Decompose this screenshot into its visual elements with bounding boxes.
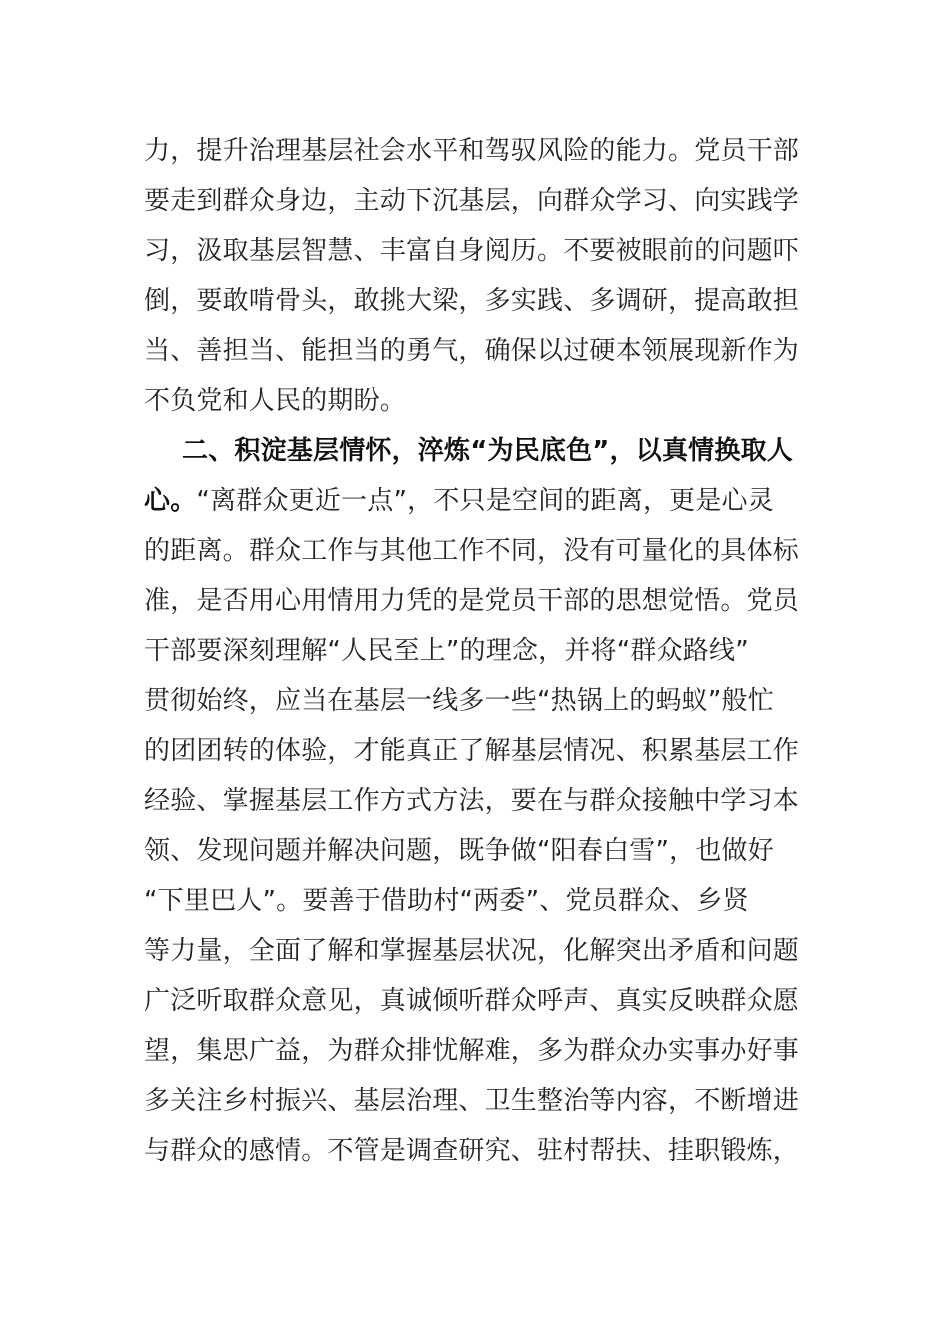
text-line: 的距离。群众工作与其他工作不同，没有可量化的具体标 (144, 536, 800, 566)
section-heading-end: 心。 (144, 486, 197, 516)
text-line: 当、善担当、能担当的勇气，确保以过硬本领展现新作为 (144, 336, 800, 366)
text-line: 不负党和人民的期盼。 (144, 386, 407, 416)
text-line: 的团团转的体验，才能真正了解基层情况、积累基层工作 (144, 736, 800, 766)
document-body (144, 126, 824, 1176)
text-line: “下里巴人”。要善于借助村“两委”、党员群众、乡贤 (144, 886, 749, 916)
text-line: 倒，要敢啃骨头，敢挑大梁，多实践、多调研，提高敢担 (144, 286, 800, 316)
text-line: 等力量，全面了解和掌握基层状况，化解突出矛盾和问题 (144, 936, 800, 966)
text-line: 多关注乡村振兴、基层治理、卫生整治等内容，不断增进 (144, 1086, 800, 1116)
text-line (144, 476, 824, 526)
text-line: 望，集思广益，为群众排忧解难，多为群众办实事办好事 (144, 1036, 800, 1066)
text-line: 领、发现问题并解决问题，既争做“阳春白雪”，也做好 (144, 836, 774, 866)
text-line: 广泛听取群众意见，真诚倾听群众呼声、真实反映群众愿 (144, 986, 800, 1016)
text-line: 准，是否用心用情用力凭的是党员干部的思想觉悟。党员 (144, 586, 800, 616)
paragraph-start: “离群众更近一点”，不只是空间的距离，更是心灵 (196, 486, 774, 516)
text-line: 要走到群众身边，主动下沉基层，向群众学习、向实践学 (144, 186, 800, 216)
text-line: 与群众的感情。不管是调查研究、驻村帮扶、挂职锻炼， (144, 1136, 800, 1166)
text-line: 贯彻始终，应当在基层一线多一些“热锅上的蚂蚁”般忙 (144, 686, 774, 716)
section-heading: 二、积淀基层情怀，淬炼“为民底色”，以真情换取人 (182, 436, 793, 466)
text-line: 干部要深刻理解“人民至上”的理念，并将“群众路线” (144, 636, 749, 666)
text-line: 经验、掌握基层工作方式方法，要在与群众接触中学习本 (144, 786, 800, 816)
text-line: 力，提升治理基层社会水平和驾驭风险的能力。党员干部 (144, 136, 800, 166)
text-line: 习，汲取基层智慧、丰富自身阅历。不要被眼前的问题吓 (144, 236, 800, 266)
